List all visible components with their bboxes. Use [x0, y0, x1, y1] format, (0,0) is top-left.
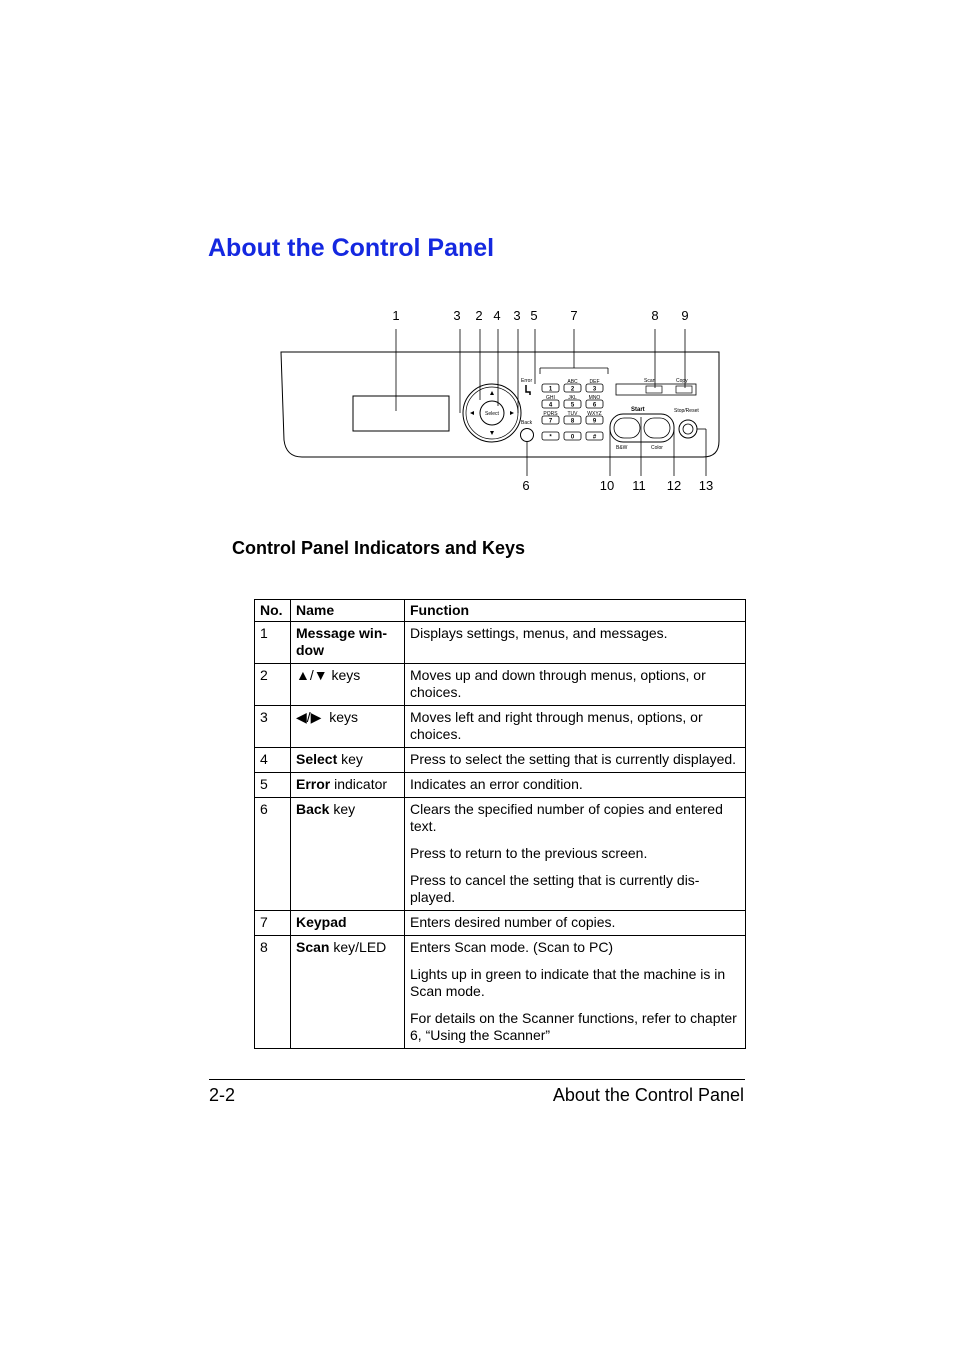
table-row [255, 622, 746, 664]
row-function [405, 911, 746, 936]
callout-number: 2 [475, 308, 483, 323]
footer-chapter-title: About the Control Panel [552, 1085, 744, 1105]
table-header-row [255, 600, 746, 622]
header-function: Function [405, 600, 746, 622]
header-name: Name [291, 600, 405, 622]
row-function [405, 622, 746, 664]
header-no: No. [255, 600, 291, 622]
keypad-key-label: 0 [570, 434, 575, 441]
table-row [255, 664, 746, 706]
keypad-letters: GHI [546, 395, 555, 401]
keypad-key-label: 6 [592, 402, 597, 409]
function-paragraph: Lights up in green to indicate that the machine is in Scan mode. [410, 966, 726, 999]
callout-number: 12 [666, 478, 682, 493]
keypad-letters: PQRS [543, 411, 558, 417]
row-name [291, 664, 405, 706]
row-name-rest: key [329, 801, 356, 817]
callout-number: 3 [453, 308, 461, 323]
callout-number: 10 [599, 478, 615, 493]
row-number: 7 [255, 911, 291, 936]
scan-key-label: Scan [644, 378, 656, 384]
row-name [291, 773, 405, 798]
error-indicator-label: Error [521, 378, 533, 384]
table-row [255, 748, 746, 773]
function-paragraph: Press to cancel the setting that is currently dis-played. [410, 872, 700, 905]
keypad-letters: ABC [567, 379, 578, 385]
callout-number: 1 [392, 308, 400, 323]
row-name-rest: key/LED [329, 939, 387, 955]
row-function [405, 706, 746, 748]
table-row [255, 706, 746, 748]
callout-number: 8 [651, 308, 659, 323]
table-row [255, 798, 746, 911]
keypad-letters: JKL [568, 395, 577, 401]
keypad-key-label: 7 [548, 418, 553, 425]
copy-key-label: Copy [676, 378, 688, 384]
callout-number: 5 [530, 308, 538, 323]
stop-reset-label: Stop/Reset [674, 408, 699, 414]
page-title: About the Control Panel [208, 234, 495, 262]
back-key-label: Back [521, 420, 533, 426]
row-function [405, 798, 746, 911]
keypad-letters: TUV [567, 411, 578, 417]
row-name [291, 911, 405, 936]
row-name-bold: Back [296, 801, 330, 817]
row-name-rest: key [337, 751, 363, 767]
function-paragraph: For details on the Scanner functions, refer to chapter 6, “Using the Scanner” [410, 1010, 737, 1043]
callout-number: 13 [698, 478, 714, 493]
keypad-key-label: 3 [592, 386, 597, 393]
control-panel-diagram [270, 300, 740, 505]
row-number: 6 [255, 798, 291, 911]
footer-page-number: 2-2 [209, 1085, 236, 1105]
callout-number: 11 [632, 478, 646, 493]
function-paragraph: Press to return to the previous screen. [410, 845, 648, 861]
callout-number: 9 [681, 308, 689, 323]
row-name [291, 798, 405, 911]
row-number: 3 [255, 706, 291, 748]
callout-number: 6 [522, 478, 530, 493]
start-key-label: Start [631, 407, 645, 413]
keypad-key-label: 8 [570, 418, 575, 425]
keypad-letters: WXYZ [587, 411, 602, 417]
row-number: 1 [255, 622, 291, 664]
footer-rule [209, 1079, 745, 1080]
keypad-key-label: # [592, 434, 597, 441]
bw-start-label: B&W [616, 445, 628, 451]
function-paragraph: Enters Scan mode. (Scan to PC) [410, 939, 614, 955]
function-paragraph: Moves up and down through menus, options, or choices. [410, 667, 706, 700]
row-name [291, 706, 405, 748]
row-number: 8 [255, 936, 291, 1049]
function-paragraph: Displays settings, menus, and messages. [410, 625, 668, 641]
row-name-bold: Select [296, 751, 338, 767]
back-key-shape [521, 429, 534, 442]
row-name [291, 748, 405, 773]
row-name-rest: ▲/▼ keys [296, 667, 361, 683]
row-function [405, 664, 746, 706]
callout-number: 3 [513, 308, 521, 323]
table-row [255, 936, 746, 1049]
function-paragraph: Moves left and right through menus, options, or choices. [410, 709, 703, 742]
stop-reset-key-shape [679, 420, 697, 438]
row-number: 5 [255, 773, 291, 798]
row-function [405, 936, 746, 1049]
row-function [405, 773, 746, 798]
row-name [291, 936, 405, 1049]
keypad-key-label: * [549, 434, 552, 441]
callout-number: 4 [493, 308, 501, 323]
control-panel-illustration [270, 300, 740, 505]
function-paragraph: Enters desired number of copies. [410, 914, 616, 930]
select-key-label: Select [485, 411, 499, 417]
table-row [255, 773, 746, 798]
row-function [405, 748, 746, 773]
row-name-bold: Message win-dow [296, 625, 388, 658]
row-name-rest: indicator [330, 776, 388, 792]
keypad-letters: DEF [589, 379, 600, 385]
row-number: 4 [255, 748, 291, 773]
row-number: 2 [255, 664, 291, 706]
keypad-key-label: 5 [570, 402, 575, 409]
keypad-letters: MNO [588, 395, 601, 401]
keypad-key-label: 2 [570, 386, 575, 393]
callout-number: 7 [570, 308, 578, 323]
row-name-bold: Error [296, 776, 331, 792]
color-start-label: Color [651, 445, 663, 451]
row-name [291, 622, 405, 664]
row-name-rest: ◀/▶ keys [296, 709, 358, 725]
function-paragraph: Clears the specified number of copies and entered text. [410, 801, 723, 834]
indicators-keys-table [254, 599, 746, 1049]
keypad-key-label: 9 [592, 418, 597, 425]
function-paragraph: Press to select the setting that is currently displayed. [410, 751, 737, 767]
keypad-key-label: 1 [548, 386, 553, 393]
keypad-key-label: 4 [548, 402, 553, 409]
row-name-bold: Keypad [296, 914, 347, 930]
section-heading: Control Panel Indicators and Keys [232, 538, 526, 558]
function-paragraph: Indicates an error condition. [410, 776, 583, 792]
row-name-bold: Scan [296, 939, 330, 955]
message-window-shape [353, 396, 449, 431]
table-row [255, 911, 746, 936]
